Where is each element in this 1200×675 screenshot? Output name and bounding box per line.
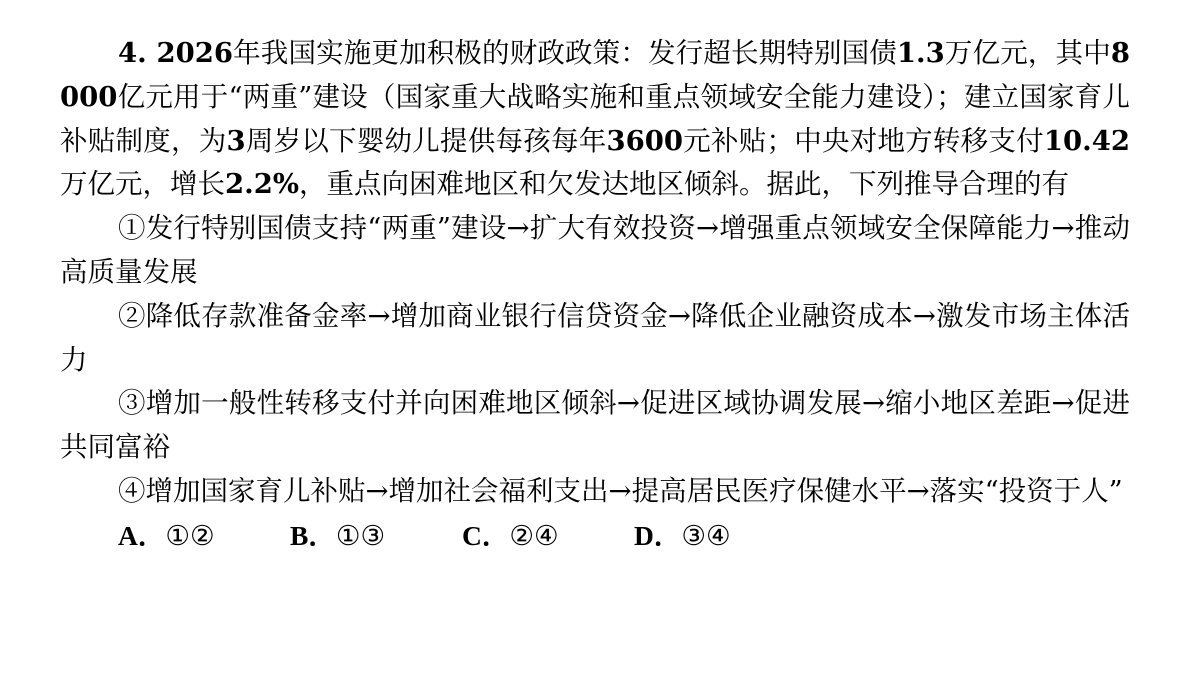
question-number: 4. 2026 xyxy=(118,37,233,69)
option-b[interactable] xyxy=(290,514,462,559)
answer-options xyxy=(60,514,1130,559)
age-limit: 3 xyxy=(226,124,246,157)
growth-rate: 2.2% xyxy=(225,168,299,201)
bond-amount: 1.3 xyxy=(896,37,945,69)
option-c-text: ②④ xyxy=(509,519,559,552)
option-d-letter: D． xyxy=(634,519,682,551)
statement-3: ③增加一般性转移支付并向困难地区倾斜→促进区域协调发展→缩小地区差距→促进共同富裕 xyxy=(60,387,1130,464)
transfer-amount: 10.42 xyxy=(1043,124,1131,157)
option-a[interactable] xyxy=(118,514,290,559)
option-a-text: ①② xyxy=(165,519,215,552)
option-b-letter: B． xyxy=(290,519,336,551)
stem-part-d: 周岁以下婴幼儿提供每孩每年 xyxy=(245,124,607,157)
option-a-letter: A． xyxy=(118,519,166,551)
stem-part-c: 亿元用于“两重”建设（国家重大战略实施和重点领域安全能力建设）；建立国家育儿补贴制度，为 xyxy=(60,80,1130,157)
subsidy-amount: 3600 xyxy=(606,124,684,157)
stem-part-g: ，重点向困难地区和欠发达地区倾斜。据此，下列推导合理的有 xyxy=(298,168,1069,201)
option-d-text: ③④ xyxy=(681,519,731,552)
statement-4: ④增加国家育儿补贴→增加社会福利支出→提高居民医疗保健水平→落实“投资于人” xyxy=(118,474,1123,507)
option-b-text: ①③ xyxy=(335,519,386,552)
stem-part-e: 元补贴；中央对地方转移支付 xyxy=(683,124,1044,157)
option-d[interactable] xyxy=(634,514,806,559)
statement-2: ②降低存款准备金率→增加商业银行信贷资金→降低企业融资成本→激发市场主体活力 xyxy=(60,299,1130,376)
stem-part-b: 万亿元，其中 xyxy=(944,37,1111,69)
stem-part-a: 年我国实施更加积极的财政政策：发行超长期特别国债 xyxy=(232,37,897,69)
statement-1: ①发行特别国债支持“两重”建设→扩大有效投资→增强重点领域安全保障能力→推动高质量发展 xyxy=(60,212,1130,288)
question-stem xyxy=(60,32,1130,207)
lianzhong-amount: 8000 xyxy=(60,37,1131,113)
stem-part-f: 万亿元，增长 xyxy=(60,168,225,201)
option-c[interactable] xyxy=(462,514,634,559)
option-c-letter: C． xyxy=(462,519,510,551)
